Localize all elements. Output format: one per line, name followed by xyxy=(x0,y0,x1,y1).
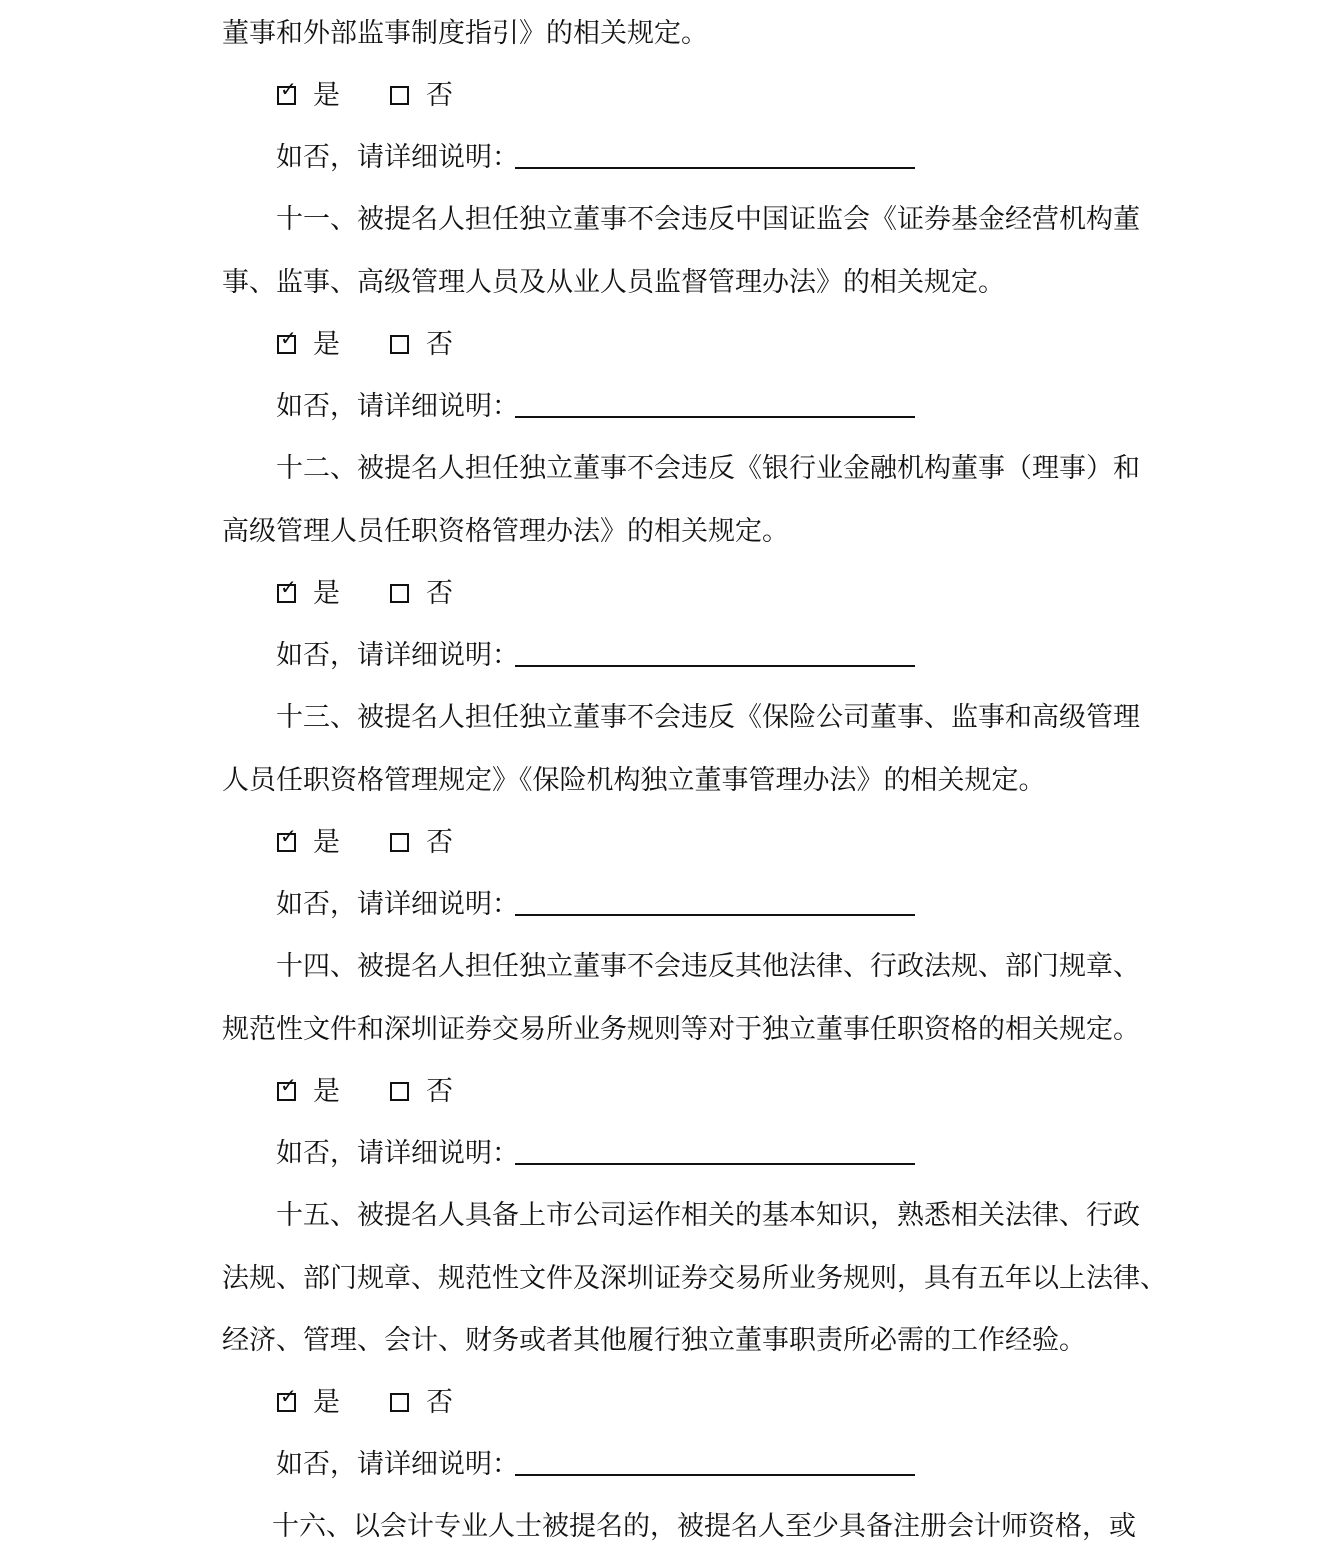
option-row xyxy=(0,325,1323,365)
yes-label: 是 xyxy=(313,1387,340,1418)
explain-row xyxy=(0,885,1323,925)
explain-row xyxy=(0,1445,1323,1485)
no-label: 否 xyxy=(426,329,453,360)
text-line xyxy=(0,1010,1323,1050)
explain-blank[interactable] xyxy=(515,167,915,169)
yes-checkbox[interactable]: ✓ xyxy=(277,86,296,105)
paragraph-text: 人员任职资格管理规定》《保险机构独立董事管理办法》的相关规定。 xyxy=(222,765,1046,796)
text-line xyxy=(0,1321,1323,1361)
yes-checkbox[interactable]: ✓ xyxy=(277,584,296,603)
option-row xyxy=(0,1072,1323,1112)
explain-row xyxy=(0,1134,1323,1174)
no-label: 否 xyxy=(426,578,453,609)
paragraph-text: 十三、被提名人担任独立董事不会违反《保险公司董事、监事和高级管理 xyxy=(276,702,1140,733)
explain-label: 如否，请详细说明： xyxy=(276,142,519,173)
no-label: 否 xyxy=(426,827,453,858)
paragraph-text: 十五、被提名人具备上市公司运作相关的基本知识，熟悉相关法律、行政 xyxy=(276,1200,1140,1231)
text-line xyxy=(0,1259,1323,1299)
text-line xyxy=(0,14,1323,54)
explain-blank[interactable] xyxy=(515,416,915,418)
explain-blank[interactable] xyxy=(515,1163,915,1165)
yes-checkbox[interactable]: ✓ xyxy=(277,1393,296,1412)
explain-label: 如否，请详细说明： xyxy=(276,640,519,671)
paragraph-text: 十四、被提名人担任独立董事不会违反其他法律、行政法规、部门规章、 xyxy=(276,951,1140,982)
no-checkbox[interactable] xyxy=(390,1393,409,1412)
yes-label: 是 xyxy=(313,827,340,858)
explain-label: 如否，请详细说明： xyxy=(276,1449,519,1480)
option-row xyxy=(0,574,1323,614)
explain-label: 如否，请详细说明： xyxy=(276,1138,519,1169)
text-line xyxy=(0,1196,1323,1236)
paragraph-text: 十六、以会计专业人士被提名的，被提名人至少具备注册会计师资格，或 xyxy=(272,1511,1136,1542)
yes-checkbox[interactable]: ✓ xyxy=(277,335,296,354)
explain-label: 如否，请详细说明： xyxy=(276,391,519,422)
yes-checkbox[interactable]: ✓ xyxy=(277,1082,296,1101)
text-line xyxy=(0,1507,1323,1547)
paragraph-text: 规范性文件和深圳证券交易所业务规则等对于独立董事任职资格的相关规定。 xyxy=(222,1014,1140,1045)
explain-row xyxy=(0,138,1323,178)
yes-label: 是 xyxy=(313,329,340,360)
paragraph-text: 经济、管理、会计、财务或者其他履行独立董事职责所必需的工作经验。 xyxy=(222,1325,1086,1356)
yes-checkbox[interactable]: ✓ xyxy=(277,833,296,852)
explain-blank[interactable] xyxy=(515,665,915,667)
paragraph-text: 十一、被提名人担任独立董事不会违反中国证监会《证券基金经营机构董 xyxy=(276,204,1140,235)
no-checkbox[interactable] xyxy=(390,1082,409,1101)
text-line xyxy=(0,761,1323,801)
text-line xyxy=(0,512,1323,552)
no-checkbox[interactable] xyxy=(390,86,409,105)
text-line xyxy=(0,200,1323,240)
no-label: 否 xyxy=(426,1076,453,1107)
paragraph-text: 董事和外部监事制度指引》的相关规定。 xyxy=(222,18,708,49)
explain-row xyxy=(0,387,1323,427)
yes-label: 是 xyxy=(313,1076,340,1107)
option-row xyxy=(0,823,1323,863)
explain-blank[interactable] xyxy=(515,1474,915,1476)
yes-label: 是 xyxy=(313,578,340,609)
paragraph-text: 高级管理人员任职资格管理办法》的相关规定。 xyxy=(222,516,789,547)
text-line xyxy=(0,947,1323,987)
no-checkbox[interactable] xyxy=(390,584,409,603)
option-row xyxy=(0,1383,1323,1423)
explain-blank[interactable] xyxy=(515,914,915,916)
text-line xyxy=(0,698,1323,738)
text-line xyxy=(0,263,1323,303)
no-label: 否 xyxy=(426,1387,453,1418)
explain-row xyxy=(0,636,1323,676)
paragraph-text: 法规、部门规章、规范性文件及深圳证券交易所业务规则，具有五年以上法律、 xyxy=(222,1263,1167,1294)
no-checkbox[interactable] xyxy=(390,335,409,354)
option-row xyxy=(0,76,1323,116)
paragraph-text: 十二、被提名人担任独立董事不会违反《银行业金融机构董事（理事）和 xyxy=(276,453,1140,484)
no-checkbox[interactable] xyxy=(390,833,409,852)
text-line xyxy=(0,449,1323,489)
no-label: 否 xyxy=(426,80,453,111)
paragraph-text: 事、监事、高级管理人员及从业人员监督管理办法》的相关规定。 xyxy=(222,267,1005,298)
explain-label: 如否，请详细说明： xyxy=(276,889,519,920)
yes-label: 是 xyxy=(313,80,340,111)
